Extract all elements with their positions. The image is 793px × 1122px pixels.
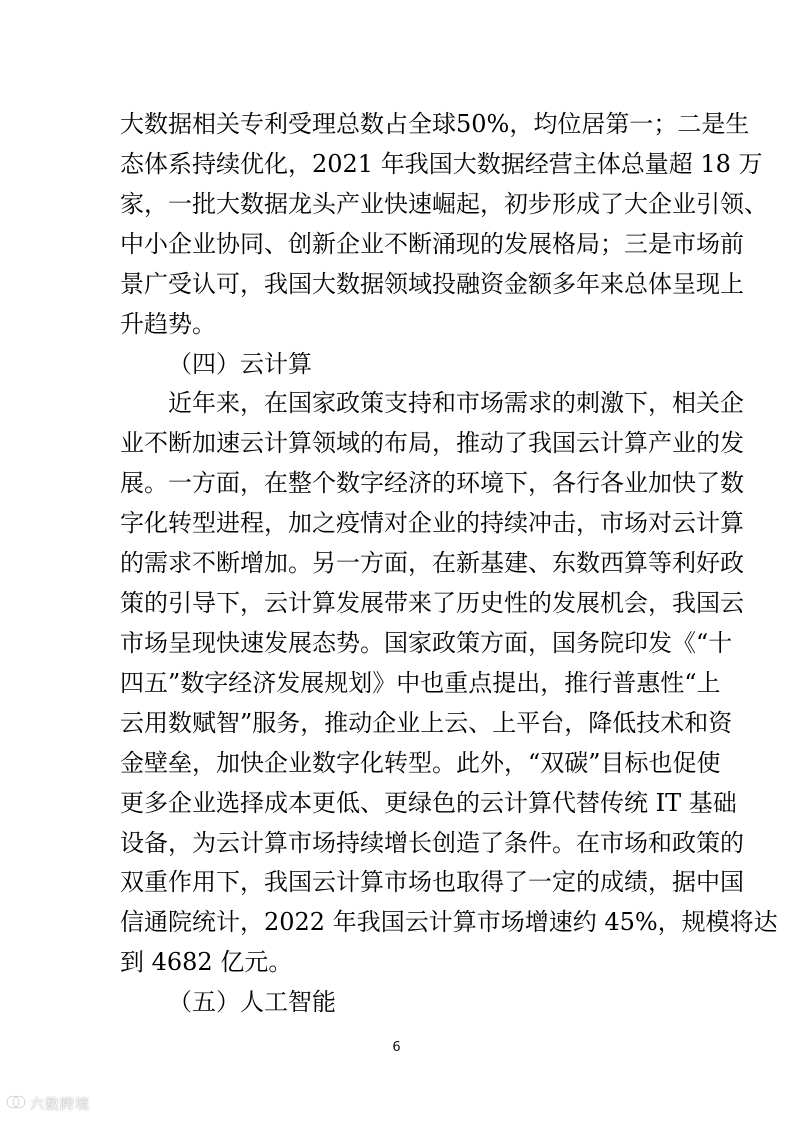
paragraph-line: 四五”数字经济发展规划》中也重点提出，推行普惠性“上 [120,668,721,697]
section-heading-cloud-computing: （四）云计算 [168,349,312,378]
watermark [6,1094,90,1114]
paragraph-line: 字化转型进程，加之疫情对企业的持续冲击，市场对云计算 [120,509,744,538]
paragraph-line: 展。一方面，在整个数字经济的环境下，各行各业加快了数 [120,469,744,498]
paragraph-line: 市场呈现快速发展态势。国家政策方面，国务院印发《“十 [120,628,733,657]
paragraph-line: 景广受认可，我国大数据领域投融资金额多年来总体呈现上 [120,269,744,298]
paragraph-line: 策的引导下，云计算发展带来了历史性的发展机会，我国云 [120,589,744,617]
paragraph-line: 近年来，在国家政策支持和市场需求的刺激下，相关企 [168,389,744,418]
paragraph-line: 的需求不断增加。另一方面，在新基建、东数西算等利好政 [120,549,744,578]
section-heading-ai: （五）人工智能 [168,988,336,1017]
paragraph-line: 云用数赋智”服务，推动企业上云、上平台，降低技术和资 [120,708,733,737]
paragraph-line: 业不断加速云计算领域的布局，推动了我国云计算产业的发 [120,429,744,458]
paragraph-line: 态体系持续优化，2021 年我国大数据经营主体总量超 18 万 [120,149,763,178]
watermark-text: 六数跨境 [30,1097,90,1113]
watermark-logo-icon [6,1094,26,1114]
paragraph-line: 中小企业协同、创新企业不断涌现的发展格局；三是市场前 [120,229,744,258]
paragraph-line: 大数据相关专利受理总数占全球50%，均位居第一；二是生 [120,110,750,138]
paragraph-line: 金壁垒，加快企业数字化转型。此外，“双碳”目标也促使 [120,748,721,777]
paragraph-line: 双重作用下，我国云计算市场也取得了一定的成绩，据中国 [120,868,744,897]
paragraph-line: 升趋势。 [120,309,216,338]
paragraph-line: 更多企业选择成本更低、更绿色的云计算代替传统 IT 基础 [120,788,737,817]
paragraph-line: 设备，为云计算市场持续增长创造了条件。在市场和政策的 [120,828,744,857]
page-number: 6 [392,1040,401,1055]
paragraph-line: 到 4682 亿元。 [120,948,293,977]
paragraph-line: 信通院统计，2022 年我国云计算市场增速约 45%，规模将达 [120,908,778,937]
paragraph-line: 家，一批大数据龙头产业快速崛起，初步形成了大企业引领、 [120,189,768,218]
